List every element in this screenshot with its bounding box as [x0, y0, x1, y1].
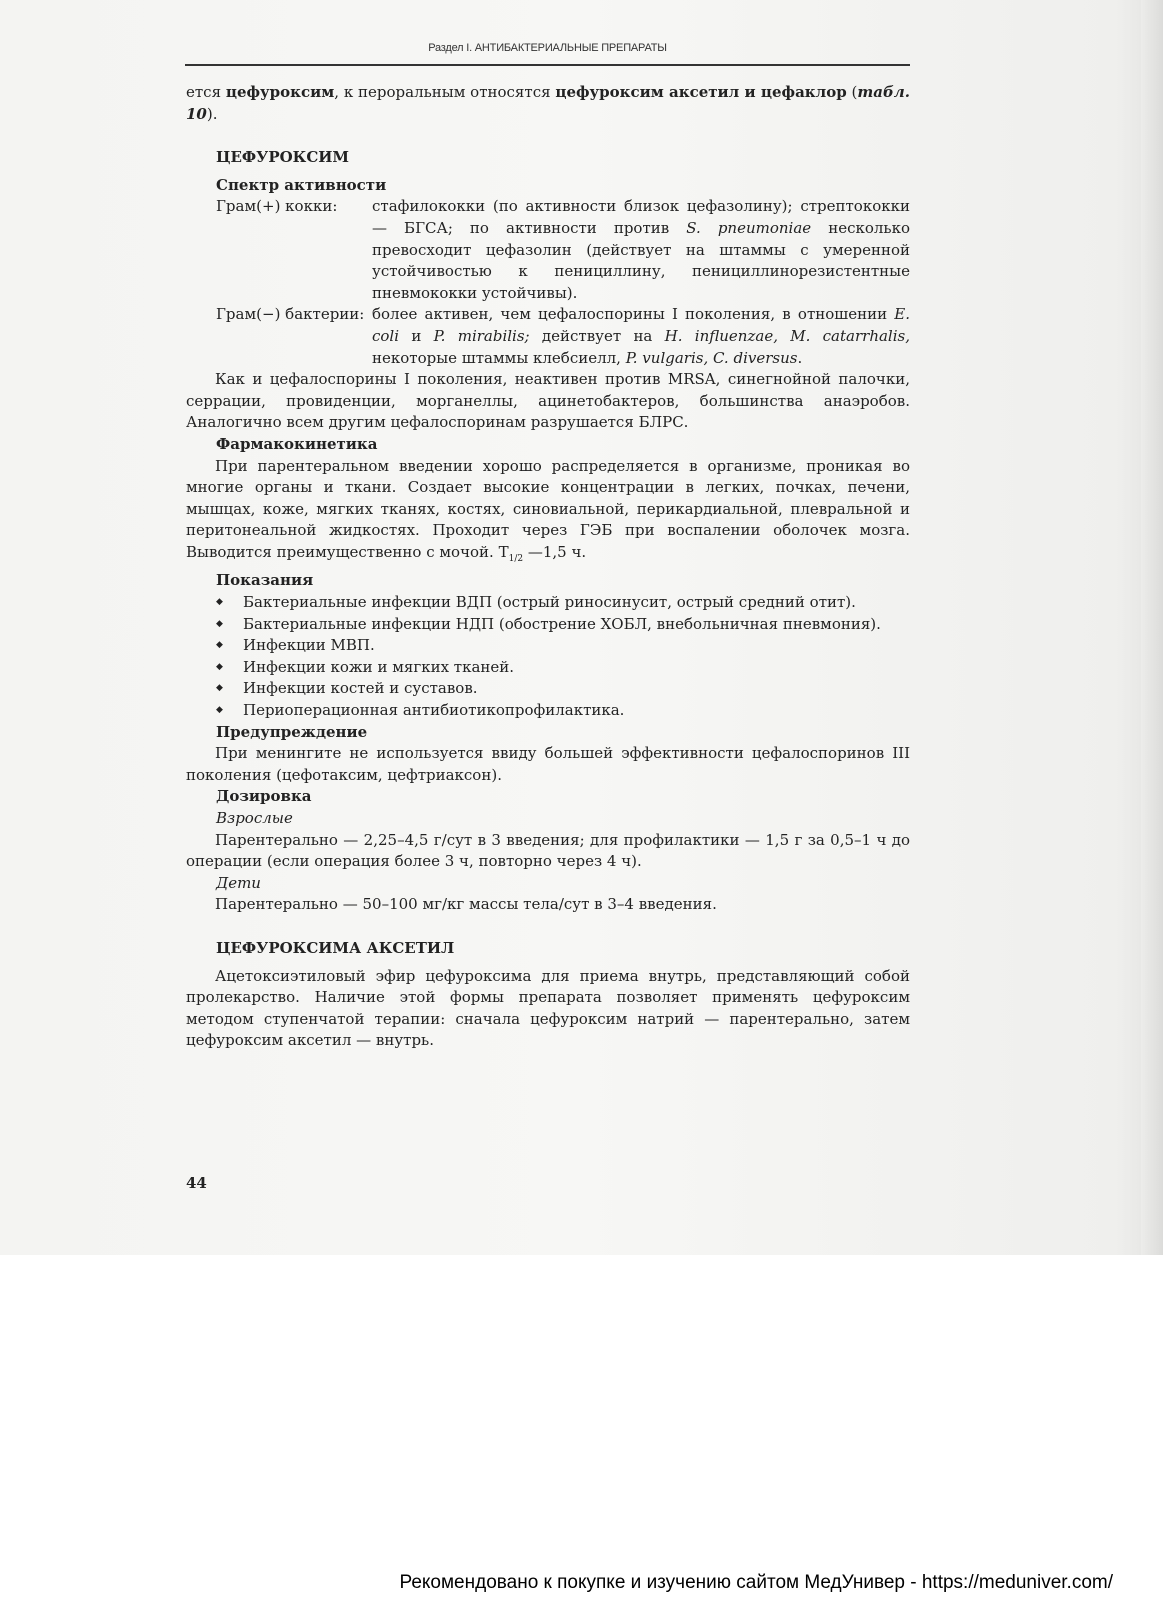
intro-paragraph	[186, 82, 910, 125]
children-dosage-text: Парентерально — 50–100 мг/кг массы тела/сут в 3–4 введения.	[215, 895, 717, 914]
gram-negative-text-part: более активен, чем цефалоспорины I поколения, в отношении	[372, 305, 895, 324]
gram-positive-text	[372, 196, 910, 304]
gram-positive-text-part: несколько превосходит цефазолин (действует на штаммы с умеренной устойчивостью к пенициллину, пенициллинорезистентные пневмококки устойчивы).	[372, 218, 910, 302]
intro-text: (	[846, 83, 858, 101]
half-life-value: —1,5 ч.	[523, 542, 587, 561]
list-item	[216, 657, 910, 679]
indications-list	[186, 592, 910, 722]
indication-text: Инфекции МВП.	[243, 636, 375, 655]
warning-heading: Предупреждение	[216, 722, 368, 741]
spectrum-note: Как и цефалоспорины I поколения, неактивен против MRSA, синегнойной палочки, серрации, провиденции, морганеллы, ацинетобактеров, большинства анаэробов. Аналогично всем другим цефалоспоринам разрушается БЛРС.	[186, 370, 910, 432]
bullet-icon: ◆	[216, 683, 223, 694]
intro-text: , к пероральным относятся	[334, 83, 556, 101]
half-life-symbol: T	[498, 542, 509, 561]
indication-text: Бактериальные инфекции ВДП (острый риносинусит, острый средний отит).	[243, 593, 856, 612]
list-item	[216, 700, 910, 722]
bullet-icon: ◆	[216, 661, 223, 672]
half-life-subscript: 1/2	[508, 553, 524, 564]
table-reference: табл. 10	[186, 83, 910, 123]
bullet-icon: ◆	[216, 705, 223, 716]
page-edge	[1141, 0, 1163, 1255]
gram-negative-text-part: некоторые штаммы клебсиелл,	[372, 348, 626, 367]
gram-negative-term: Грам(−) бактерии:	[216, 305, 365, 324]
gram-positive-term: Грам(+) кокки:	[216, 197, 338, 216]
section-title-cefuroxime: ЦЕФУРОКСИМ	[216, 148, 350, 167]
organism-name: P. vulgaris, C. diversus	[625, 348, 798, 367]
running-header-text: Раздел I. АНТИБАКТЕРИАЛЬНЫЕ ПРЕПАРАТЫ	[428, 42, 667, 54]
gram-negative-text	[372, 304, 910, 369]
list-item	[216, 592, 910, 614]
organism-name: E. coli	[372, 305, 910, 345]
list-item	[216, 678, 910, 700]
axetil-text: Ацетоксиэтиловый эфир цефуроксима для приема внутрь, представляющий собой пролекарство. Наличие этой формы препарата позволяет применять цефуроксим методом ступенчатой терапии: сначала цефуроксим натрий — парентерально, затем цефуроксим аксетил — внутрь.	[186, 966, 910, 1050]
indication-text: Периоперационная антибиотикопрофилактика.	[243, 701, 625, 720]
organism-name: P. mirabilis;	[433, 326, 530, 345]
children-label: Дети	[216, 873, 261, 892]
intro-text: ).	[206, 104, 218, 123]
indication-text: Инфекции кожи и мягких тканей.	[243, 657, 515, 676]
gram-negative-row	[186, 304, 910, 369]
indication-text: Инфекции костей и суставов.	[243, 679, 478, 698]
section-title-cefuroxime-axetil: ЦЕФУРОКСИМА АКСЕТИЛ	[216, 938, 455, 957]
intro-text: ется	[186, 83, 226, 101]
spectrum-heading: Спектр активности	[216, 175, 387, 194]
indication-text: Бактериальные инфекции НДП (обострение ХОБЛ, внебольничная пневмония).	[243, 614, 881, 633]
gram-negative-text-part: действует на	[529, 326, 665, 345]
gram-positive-text-part: стафилококки (по активности близок цефазолину); стрептококки — БГСА; по активности против	[372, 197, 910, 237]
running-header	[185, 38, 910, 66]
indications-heading: Показания	[216, 571, 314, 590]
organism-name: S. pneumoniae	[686, 218, 812, 237]
bullet-icon: ◆	[216, 640, 223, 651]
gram-positive-row	[186, 196, 910, 304]
pharmacokinetics-body: При парентеральном введении хорошо распределяется в организме, проникая во многие органы и ткани. Создает высокие концентрации в легких, почках, печени, мышцах, коже, мягких тканях, костях, синовиальной, перикардиальной, плевральной и перитонеальной жидкостях. Проходит через ГЭБ при воспалении оболочек мозга. Выводится преимущественно с мочой.	[186, 456, 910, 561]
adults-dosage-text: Парентерально — 2,25–4,5 г/сут в 3 введения; для профилактики — 1,5 г за 0,5–1 ч до операции (если операция более 3 ч, повторно через 4 ч).	[186, 830, 910, 871]
pharmacokinetics-heading: Фармакокинетика	[216, 434, 378, 453]
organism-name: H. influenzae, M. catarrhalis,	[664, 326, 910, 345]
bullet-icon: ◆	[216, 597, 223, 608]
footer-recommendation: Рекомендовано к покупке и изучению сайтом МедУнивер - https://meduniver.com/	[399, 1572, 1113, 1593]
list-item	[216, 635, 910, 657]
bullet-icon: ◆	[216, 618, 223, 629]
gram-negative-text-part: .	[797, 348, 803, 367]
warning-text: При менингите не используется ввиду большей эффективности цефалоспоринов III поколения (цефотаксим, цефтриаксон).	[186, 744, 910, 784]
page-number: 44	[186, 1174, 207, 1192]
pharmacokinetics-text	[186, 456, 910, 571]
page-content	[186, 82, 910, 1052]
adults-label: Взрослые	[216, 809, 293, 827]
intro-bold: цефуроксим	[225, 83, 335, 101]
list-item	[216, 614, 910, 636]
gram-negative-text-part: и	[399, 326, 434, 345]
dosage-heading: Дозировка	[216, 787, 312, 806]
intro-bold: цефуроксим аксетил и цефаклор	[555, 83, 847, 101]
